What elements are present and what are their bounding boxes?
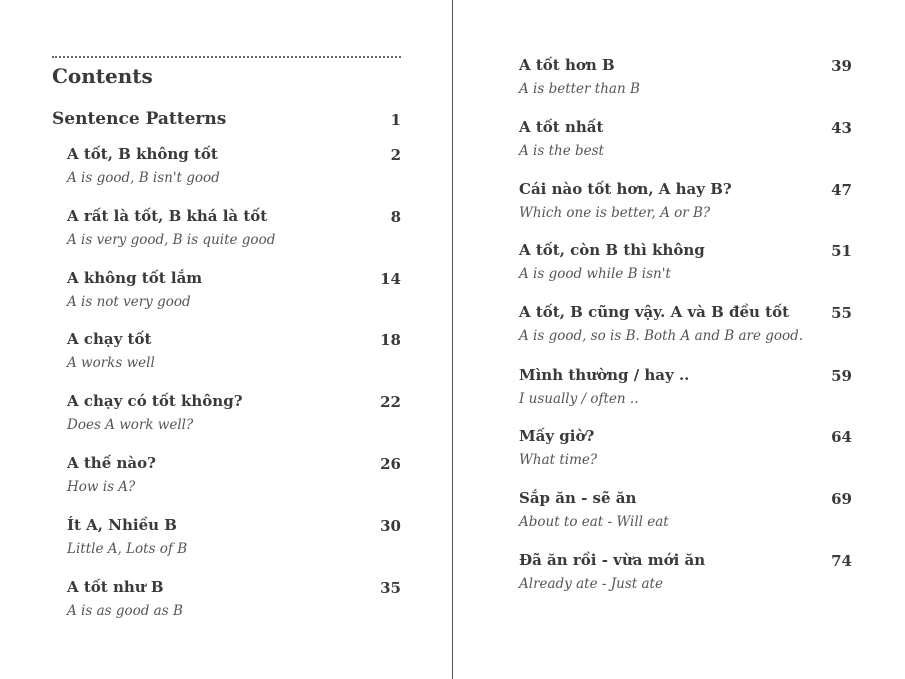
entry-subtitle: Little A, Lots of B [67,541,188,557]
entry-title: Đã ăn rồi - vừa mới ăn [519,551,706,569]
entry-title: Mấy giờ? [519,427,595,445]
entry-title: A thế nào? [67,454,156,472]
toc-entry[interactable] [519,180,852,228]
entry-page-number: 14 [380,270,401,288]
toc-entry[interactable] [519,489,852,537]
entry-subtitle: What time? [519,452,598,468]
entry-page-number: 18 [380,331,401,349]
entry-title: A chạy tốt [67,330,152,348]
toc-entry[interactable] [519,551,852,599]
entry-page-number: 51 [831,242,852,260]
entry-subtitle: A is very good, B is quite good [67,232,276,248]
entry-subtitle: Already ate - Just ate [519,576,663,592]
entry-page-number: 55 [831,304,852,322]
toc-entry[interactable] [67,330,401,378]
toc-entry[interactable] [67,578,401,626]
entry-page-number: 69 [831,490,852,508]
entry-page-number: 8 [390,208,401,226]
toc-entry[interactable] [519,303,852,351]
toc-entry[interactable] [519,118,852,166]
toc-entry[interactable] [519,427,852,475]
toc-entry[interactable] [519,241,852,289]
entry-page-number: 35 [380,579,401,597]
entry-page-number: 47 [831,181,852,199]
entry-subtitle: A is not very good [67,294,191,310]
entry-subtitle: A is better than B [519,81,640,97]
entry-subtitle: A is good, so is B. Both A and B are good. [519,328,804,344]
entry-title: Sắp ăn - sẽ ăn [519,489,637,507]
entry-subtitle: A is as good as B [67,603,183,619]
entry-page-number: 2 [390,146,401,164]
entry-page-number: 43 [831,119,852,137]
entry-title: A không tốt lắm [67,269,203,287]
entry-subtitle: A is the best [519,143,604,159]
entry-title: A tốt hơn B [519,56,615,74]
toc-entry[interactable] [519,366,852,414]
entry-title: Ít A, Nhiều B [67,516,177,534]
entry-title: Mình thường / hay .. [519,366,690,384]
section-page-number: 1 [390,111,401,129]
entry-page-number: 74 [831,552,852,570]
entry-title: A chạy có tốt không? [67,392,243,410]
entry-subtitle: Does A work well? [67,417,194,433]
toc-entry[interactable] [67,454,401,502]
dotted-divider [52,56,401,58]
entry-subtitle: About to eat - Will eat [519,514,669,530]
toc-entry[interactable] [67,269,401,317]
entry-title: A tốt, còn B thì không [519,241,705,259]
entry-subtitle: A works well [67,355,155,371]
entry-page-number: 64 [831,428,852,446]
toc-entry[interactable] [519,56,852,104]
toc-entry[interactable] [67,516,401,564]
entry-page-number: 22 [380,393,401,411]
entry-subtitle: A is good, B isn't good [67,170,220,186]
entry-subtitle: I usually / often .. [519,391,639,407]
entry-title: A tốt nhất [519,118,604,136]
toc-entry[interactable] [67,392,401,440]
entry-page-number: 30 [380,517,401,535]
entry-page-number: 59 [831,367,852,385]
section-title: Sentence Patterns [52,109,227,129]
entry-subtitle: How is A? [67,479,136,495]
entry-title: A rất là tốt, B khá là tốt [67,207,268,225]
entry-page-number: 26 [380,455,401,473]
entry-title: Cái nào tốt hơn, A hay B? [519,180,732,198]
toc-entry[interactable] [67,145,401,193]
entry-title: A tốt, B cũng vậy. A và B đều tốt [519,303,790,321]
entry-title: A tốt, B không tốt [67,145,218,163]
section-sentence-patterns[interactable] [52,109,401,133]
toc-entry[interactable] [67,207,401,255]
entry-subtitle: Which one is better, A or B? [519,205,711,221]
entry-title: A tốt như B [67,578,164,596]
entry-page-number: 39 [831,57,852,75]
contents-heading: Contents [52,64,153,88]
entry-subtitle: A is good while B isn't [519,266,671,282]
